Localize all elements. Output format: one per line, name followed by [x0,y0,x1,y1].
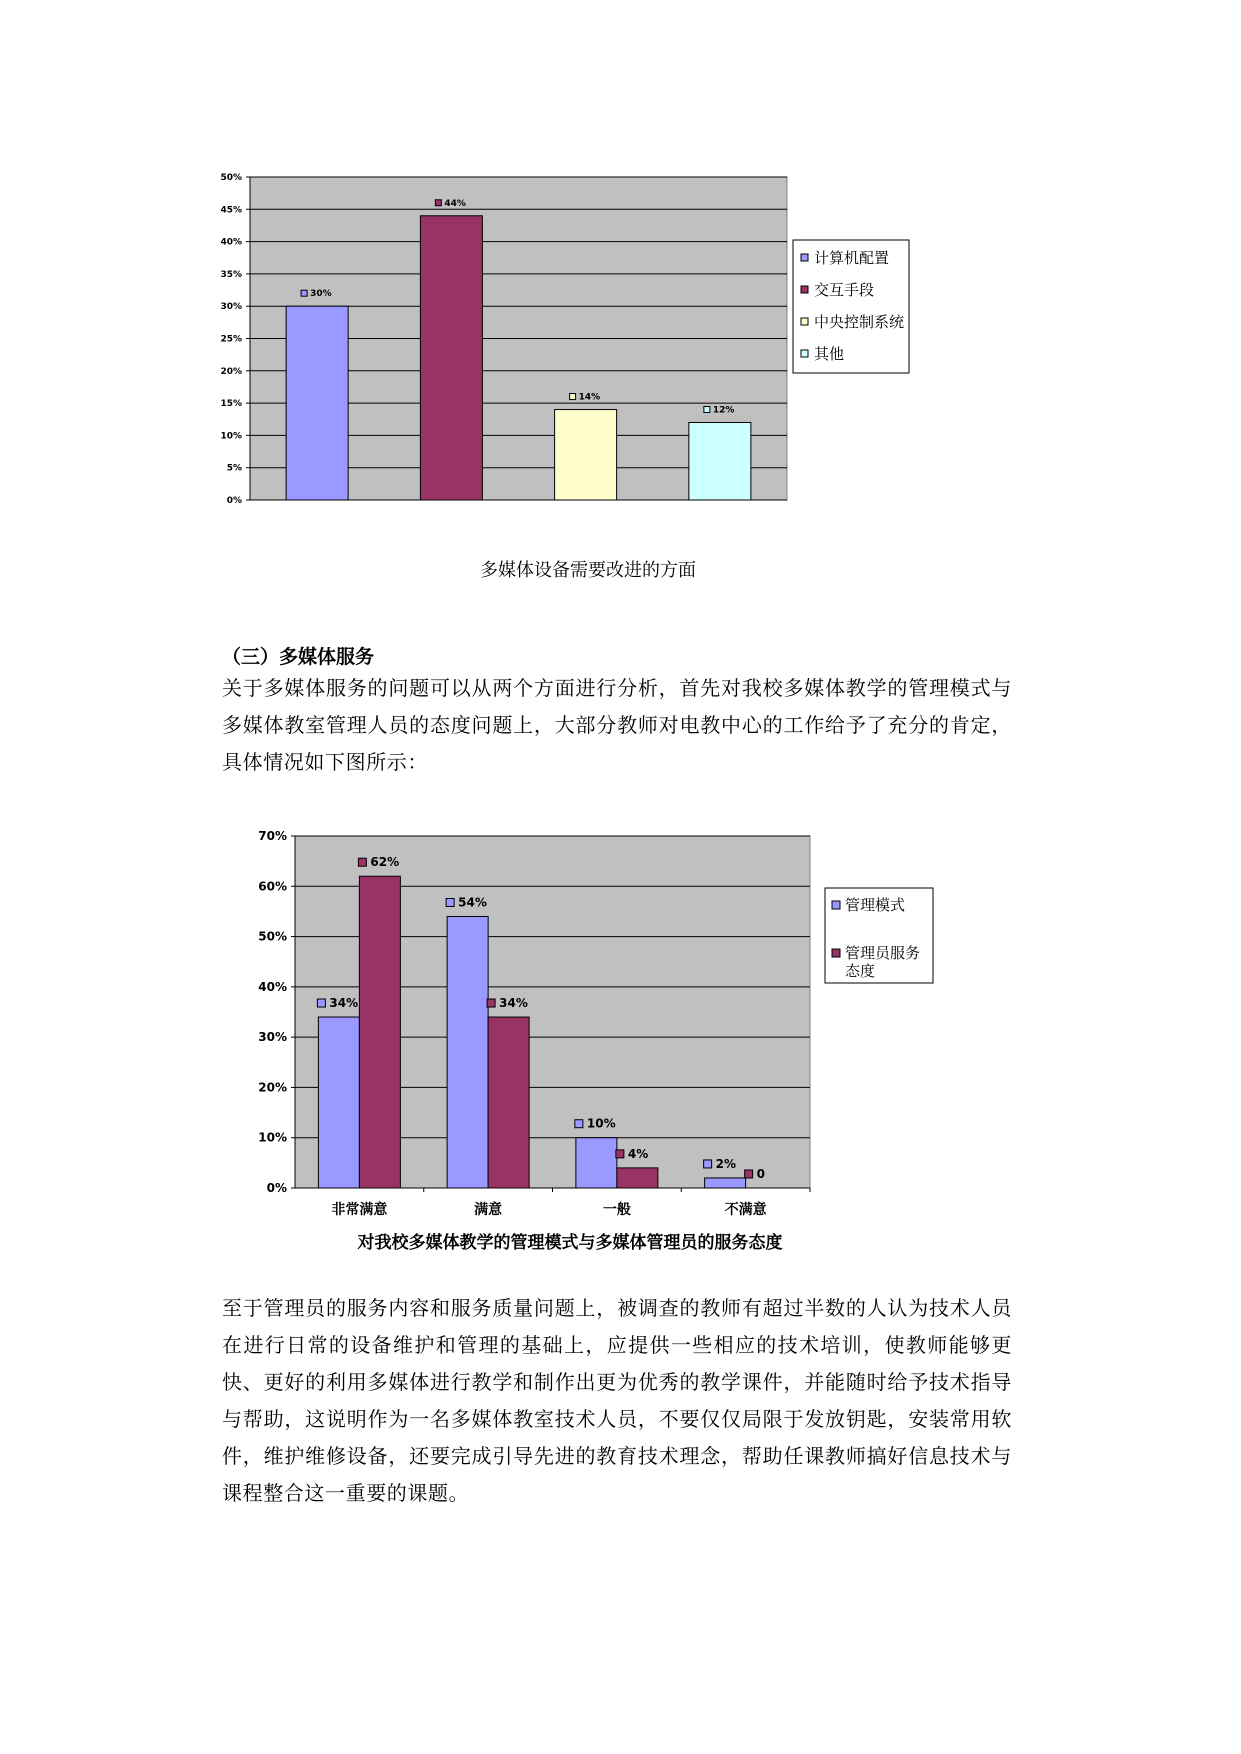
y-tick-label: 30% [258,1030,287,1045]
bar [420,216,482,500]
data-label-key [487,999,495,1007]
data-label-key [317,999,325,1007]
data-label: 0 [756,1167,765,1181]
y-tick-label: 40% [258,979,287,994]
data-label: 4% [627,1146,649,1161]
data-label-key [446,898,454,906]
y-tick-label: 50% [220,173,242,183]
bar [689,422,751,500]
y-tick-label: 5% [226,463,242,474]
legend-label: 其他 [814,345,845,363]
x-tick-label: 一般 [602,1202,631,1218]
legend-label: 态度 [845,962,876,980]
legend-label: 管理模式 [845,896,906,914]
y-tick-label: 20% [258,1080,287,1095]
y-tick-label: 25% [220,334,242,345]
section-heading: （三）多媒体服务 [222,646,375,668]
legend-swatch [832,901,840,909]
legend-label: 管理员服务 [845,944,921,962]
bar [576,1138,617,1188]
legend-label: 中央控制系统 [814,313,905,331]
paragraph-intro: 关于多媒体服务的问题可以从两个方面进行分析，首先对我校多媒体教学的管理模式与多媒体教室管理人员的态度问题上，大部分教师对电教中心的工作给予了充分的肯定，具体情况如下图所示： [222,676,1012,774]
improvement-bar-chart [220,165,1030,550]
bar [488,1017,529,1188]
legend-label: 计算机配置 [814,249,890,267]
legend-swatch [801,254,808,261]
data-label-key [704,1160,712,1168]
y-tick-label: 0% [266,1181,287,1195]
data-label-key [358,858,366,866]
y-tick-label: 10% [258,1130,287,1145]
data-label: 34% [329,996,359,1011]
data-label: 62% [370,855,400,870]
y-tick-label: 60% [258,879,287,894]
y-tick-label: 50% [258,929,287,944]
data-label-key [745,1170,753,1178]
data-label-key [704,406,710,412]
legend-swatch [832,949,840,957]
data-label: 30% [310,289,332,300]
x-tick-label: 不满意 [724,1202,767,1218]
legend-swatch [801,318,808,325]
bar [286,306,348,500]
paragraph-conclusion: 至于管理员的服务内容和服务质量问题上，被调查的教师有超过半数的人认为技术人员在进行日常的设备维护和管理的基础上，应提供一些相应的技术培训，使教师能够更快、更好的利用多媒体进行教学和制作出更为优秀的教学课件，并能随时给予技术指导与帮助，这说明作为一名多媒体教室技术人员，不要仅仅局限于发放钥匙，安装常用软件，维护维修设备，还要完成引导先进的教育技术理念，帮助任课教师搞好信息技术与课程整合这一重要的课题。 [222,1296,1012,1505]
y-tick-label: 0% [226,496,242,506]
data-label-key [616,1150,624,1158]
y-tick-label: 20% [220,366,242,377]
service-satisfaction-chart [250,830,1010,1230]
bar [359,876,400,1188]
data-label: 34% [499,996,528,1011]
bar [705,1178,746,1188]
legend-swatch [801,350,808,357]
data-label-key [570,394,576,400]
data-label: 44% [444,198,466,209]
y-tick-label: 40% [220,237,242,248]
data-label: 12% [712,405,735,416]
data-label: 10% [586,1116,616,1131]
data-label: 14% [578,392,601,403]
x-tick-label: 满意 [474,1202,503,1218]
y-tick-label: 35% [220,269,242,280]
data-label: 2% [715,1156,736,1171]
legend-label: 交互手段 [814,281,875,299]
bar [447,916,488,1188]
data-label-key [575,1120,583,1128]
x-tick-label: 非常满意 [331,1202,388,1218]
y-tick-label: 10% [220,431,242,442]
y-tick-label: 70% [258,829,287,843]
y-tick-label: 45% [220,205,242,216]
bar [318,1017,359,1188]
bar [617,1168,658,1188]
data-label: 54% [458,895,487,910]
legend-swatch [801,286,808,293]
y-tick-label: 30% [220,302,242,313]
bar [555,410,617,500]
data-label-key [301,290,307,296]
y-tick-label: 15% [220,399,242,410]
data-label-key [435,200,441,206]
chart2-caption: 对我校多媒体教学的管理模式与多媒体管理员的服务态度 [357,1233,783,1253]
chart1-caption: 多媒体设备需要改进的方面 [480,560,696,581]
